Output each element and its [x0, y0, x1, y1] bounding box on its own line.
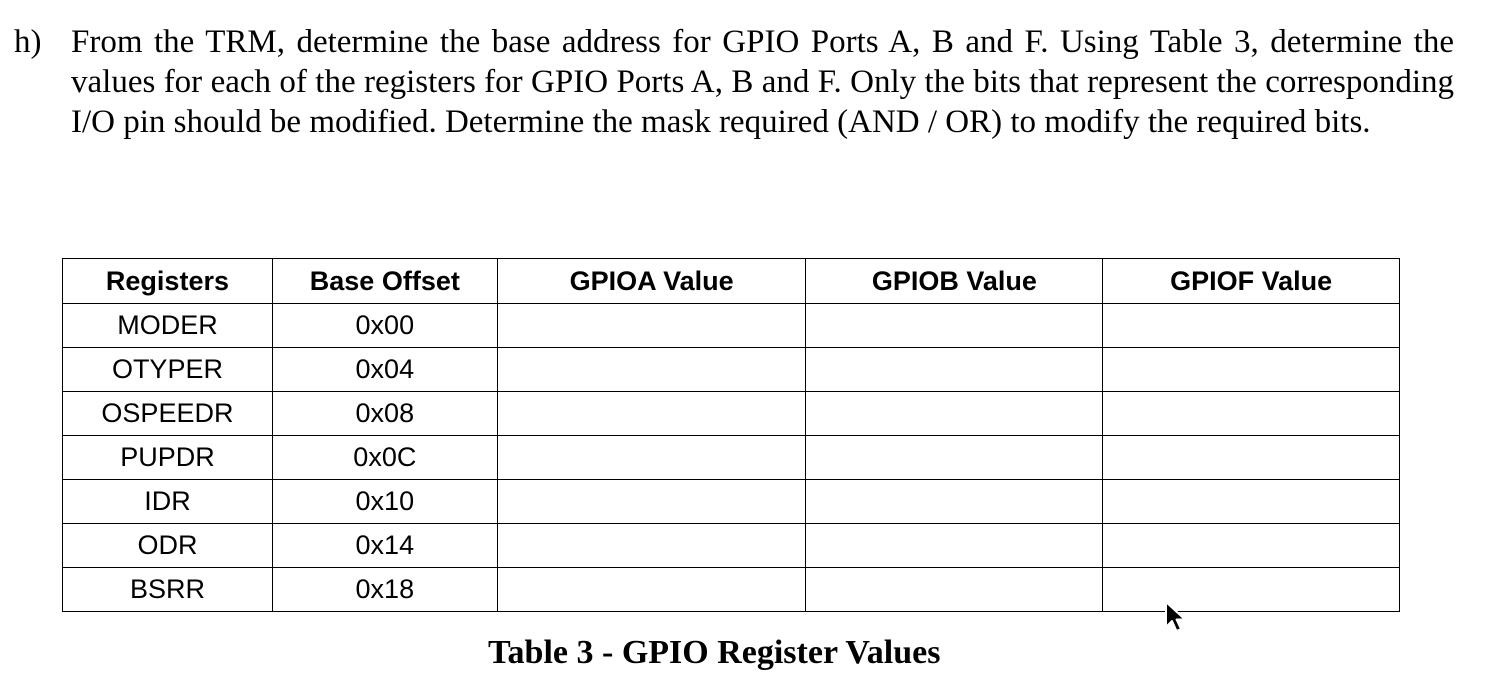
gpiob-value-cell[interactable]	[806, 392, 1103, 436]
question-block	[14, 22, 1454, 142]
base-offset: 0x08	[272, 392, 497, 436]
gpiob-value-cell[interactable]	[806, 304, 1103, 348]
base-offset: 0x18	[272, 568, 497, 612]
table-row	[63, 480, 1400, 524]
gpiof-value-cell[interactable]	[1103, 480, 1400, 524]
base-offset: 0x04	[272, 348, 497, 392]
gpioa-value-cell[interactable]	[497, 392, 806, 436]
table-header-row	[63, 259, 1400, 304]
gpioa-value-cell[interactable]	[497, 304, 806, 348]
gpiof-value-cell[interactable]	[1103, 304, 1400, 348]
gpioa-value-cell[interactable]	[497, 480, 806, 524]
gpiof-value-cell[interactable]	[1103, 568, 1400, 612]
register-name: OTYPER	[63, 348, 273, 392]
table-row	[63, 436, 1400, 480]
gpiob-value-cell[interactable]	[806, 348, 1103, 392]
question-marker: h)	[14, 24, 42, 60]
header-registers: Registers	[63, 259, 273, 304]
gpiob-value-cell[interactable]	[806, 568, 1103, 612]
register-name: OSPEEDR	[63, 392, 273, 436]
mouse-pointer-icon	[1164, 600, 1190, 634]
register-name: PUPDR	[63, 436, 273, 480]
register-name: BSRR	[63, 568, 273, 612]
header-gpiof-value: GPIOF Value	[1103, 259, 1400, 304]
gpioa-value-cell[interactable]	[497, 524, 806, 568]
header-base-offset: Base Offset	[272, 259, 497, 304]
base-offset: 0x14	[272, 524, 497, 568]
base-offset: 0x10	[272, 480, 497, 524]
base-offset: 0x00	[272, 304, 497, 348]
gpioa-value-cell[interactable]	[497, 436, 806, 480]
table-row	[63, 348, 1400, 392]
header-gpiob-value: GPIOB Value	[806, 259, 1103, 304]
gpiof-value-cell[interactable]	[1103, 348, 1400, 392]
gpiob-value-cell[interactable]	[806, 436, 1103, 480]
gpiob-value-cell[interactable]	[806, 524, 1103, 568]
table-row	[63, 568, 1400, 612]
gpiof-value-cell[interactable]	[1103, 524, 1400, 568]
gpioa-value-cell[interactable]	[497, 348, 806, 392]
register-name: MODER	[63, 304, 273, 348]
gpioa-value-cell[interactable]	[497, 568, 806, 612]
gpio-register-table	[62, 258, 1400, 612]
table-caption: Table 3 - GPIO Register Values	[488, 634, 941, 671]
table-row	[63, 524, 1400, 568]
gpiob-value-cell[interactable]	[806, 480, 1103, 524]
question-text: From the TRM, determine the base address for GPIO Ports A, B and F. Using Table 3, determine the values for each of the registers for GPIO Ports A, B and F. Only the bits that represent the corresponding I/O pin should be modified. Determine the mask required (AND / OR) to modify the required bits.	[71, 24, 1454, 140]
gpiof-value-cell[interactable]	[1103, 392, 1400, 436]
base-offset: 0x0C	[272, 436, 497, 480]
table-row	[63, 392, 1400, 436]
register-name: IDR	[63, 480, 273, 524]
register-name: ODR	[63, 524, 273, 568]
table-row	[63, 304, 1400, 348]
gpiof-value-cell[interactable]	[1103, 436, 1400, 480]
header-gpioa-value: GPIOA Value	[497, 259, 806, 304]
